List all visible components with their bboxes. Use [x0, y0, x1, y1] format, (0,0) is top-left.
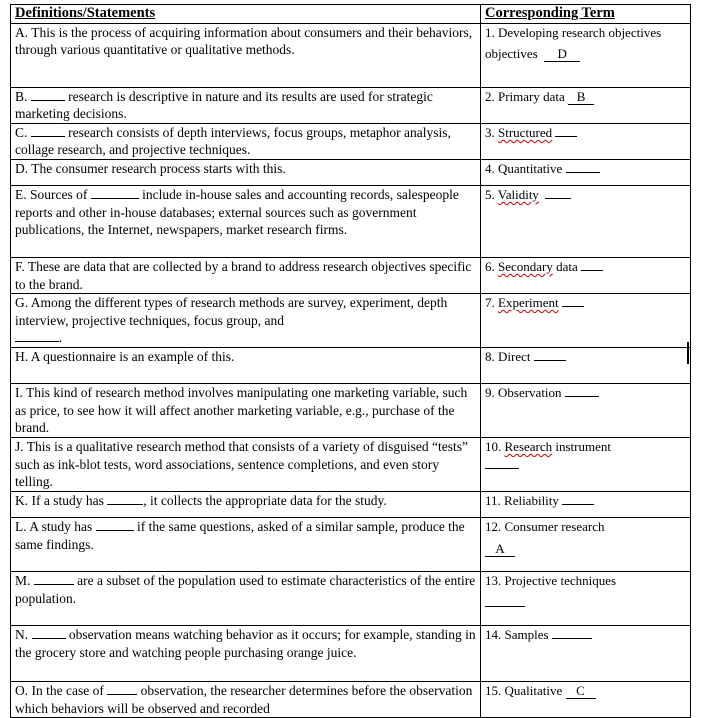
answer-blank[interactable] — [485, 594, 525, 607]
table-row — [11, 682, 691, 718]
table-row — [11, 23, 691, 87]
table-row — [11, 185, 691, 257]
definition-cell: N. observation means watching behavior as it occurs; for example, standing in the grocery store and watching people purchasing orange juice. — [11, 626, 481, 682]
answer-blank[interactable] — [555, 124, 577, 137]
table-row — [11, 294, 691, 348]
answer-blank[interactable] — [581, 258, 603, 271]
definition-cell: A. This is the process of acquiring information about consumers and their behaviors, through various quantitative or qualitative methods. — [11, 23, 481, 87]
fill-blank — [107, 492, 143, 505]
term-cell: 11. Reliability — [481, 492, 691, 518]
table-row — [11, 348, 691, 384]
definition-cell: J. This is a qualitative research method that consists of a variety of disguised “tests” such as ink-blot tests, word associations, sentence completions, and even story telling. — [11, 438, 481, 492]
table-row — [11, 257, 691, 293]
definition-cell: K. If a study has , it collects the appropriate data for the study. — [11, 492, 481, 518]
answer-blank[interactable] — [545, 186, 571, 199]
definition-cell: M. are a subset of the population used to estimate characteristics of the entire population. — [11, 572, 481, 626]
fill-blank — [107, 682, 137, 695]
definition-cell: O. In the case of observation, the researcher determines before the observation which behaviors will be observed and recorded — [11, 682, 481, 718]
table-row — [11, 123, 691, 159]
term-cell: 13. Projective techniques — [481, 572, 691, 626]
fill-blank — [96, 518, 134, 531]
answer-blank[interactable] — [565, 384, 599, 397]
term-cell: 14. Samples — [481, 626, 691, 682]
definitions-header: Definitions/Statements — [11, 5, 481, 24]
term-cell: 3. Structured — [481, 123, 691, 159]
definition-cell: H. A questionnaire is an example of this. — [11, 348, 481, 384]
fill-blank — [91, 186, 139, 199]
answer-blank[interactable] — [534, 348, 566, 361]
answer-blank[interactable]: A — [485, 542, 515, 557]
fill-blank — [34, 572, 74, 585]
answer-blank[interactable] — [566, 160, 600, 173]
header-row — [11, 5, 691, 24]
fill-blank — [32, 626, 66, 639]
term-cell: 6. Secondary data — [481, 257, 691, 293]
answer-blank[interactable]: D — [544, 47, 580, 62]
table-edge-mark — [687, 342, 689, 364]
table-row — [11, 492, 691, 518]
answer-blank[interactable]: C — [566, 684, 596, 699]
definition-cell: L. A study has if the same questions, asked of a similar sample, produce the same findings. — [11, 518, 481, 572]
answer-blank[interactable] — [552, 626, 592, 639]
term-cell: 5. Validity — [481, 185, 691, 257]
term-cell: 2. Primary data B — [481, 87, 691, 123]
term-cell: 9. Observation — [481, 384, 691, 438]
term-cell: 15. Qualitative C — [481, 682, 691, 718]
term-cell: 7. Experiment — [481, 294, 691, 348]
table-row — [11, 438, 691, 492]
table-row — [11, 159, 691, 185]
answer-blank[interactable] — [562, 294, 584, 307]
terms-header: Corresponding Term — [481, 5, 691, 24]
fill-blank — [15, 329, 59, 342]
worksheet — [10, 4, 690, 718]
term-cell: 10. Research instrument — [481, 438, 691, 492]
matching-table — [10, 4, 691, 718]
table-row — [11, 626, 691, 682]
definition-cell: D. The consumer research process starts with this. — [11, 159, 481, 185]
answer-blank[interactable] — [485, 456, 519, 469]
table-row — [11, 572, 691, 626]
fill-blank — [31, 88, 65, 101]
term-cell: 8. Direct — [481, 348, 691, 384]
table-row — [11, 384, 691, 438]
definition-cell: E. Sources of include in-house sales and accounting records, salespeople reports and other in-house databases; external sources such as government publications, the Internet, newspapers, market research firms. — [11, 185, 481, 257]
term-cell: 12. Consumer research A — [481, 518, 691, 572]
term-cell: 1. Developing research objectives objectives D — [481, 23, 691, 87]
table-row — [11, 518, 691, 572]
definition-cell: F. These are data that are collected by a brand to address research objectives specific to the brand. — [11, 257, 481, 293]
definition-cell: I. This kind of research method involves manipulating one marketing variable, such as price, to see how it will affect another marketing variable, e.g., purchase of the brand. — [11, 384, 481, 438]
definition-cell: C. research consists of depth interviews, focus groups, metaphor analysis, collage research, and projective techniques. — [11, 123, 481, 159]
term-cell: 4. Quantitative — [481, 159, 691, 185]
answer-blank[interactable]: B — [568, 90, 594, 105]
table-row — [11, 87, 691, 123]
fill-blank — [31, 124, 65, 137]
answer-blank[interactable] — [562, 492, 594, 505]
definition-cell: B. research is descriptive in nature and its results are used for strategic marketing decisions. — [11, 87, 481, 123]
definition-cell: G. Among the different types of research methods are survey, experiment, depth interview, projective techniques, focus group, and . — [11, 294, 481, 348]
